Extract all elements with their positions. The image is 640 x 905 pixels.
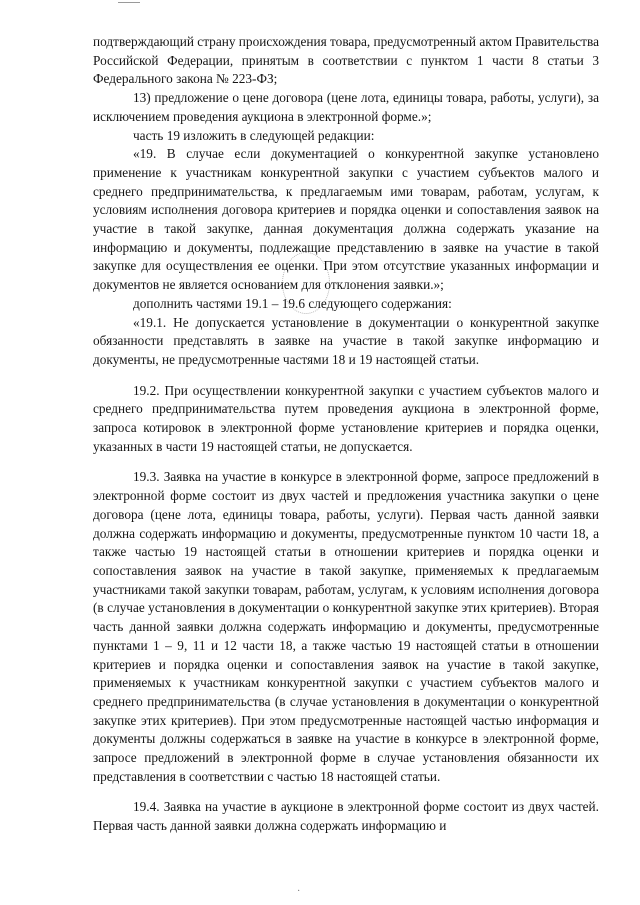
- paragraph-19-3: 19.3. Заявка на участие в конкурсе в электронной форме, запросе предложений в электронной форме состоит из двух частей и предложения участника закупки о цене договора (цене лота, единицы товара, работы, услуги). Первая часть данной заявки должна содержать информацию и документы, предусмотренные пунктом 10 части 18, а также частью 19 настоящей статьи в отношении критериев и порядка оценки и сопоставления заявок на участие в такой закупке, применяемых к предлагаемым участниками такой закупки товарам, работам, услугам, к условиям исполнения договора (в случае установления в документации о конкурентной закупке этих критериев). Вторая часть данной заявки должна содержать информацию и документы, предусмотренные пунктами 1 – 9, 11 и 12 части 18, а также частью 19 настоящей статьи в отношении критериев и порядка оценки и сопоставления заявок на участие в такой закупке, применяемых к участникам конкурентной закупки с участием субъектов малого и среднего предпринимательства (в случае установления в документации о конкурентной закупке этих критериев). При этом предусмотренные настоящей частью информация и документы должны содержаться в заявке на участие в конкурсе в электронной форме, запросе предложений в электронной форме в случае установления обязанности их представления в соответствии с частью 18 настоящей статьи.: [93, 469, 599, 784]
- paragraph-19-4: 19.4. Заявка на участие в аукционе в электронной форме состоит из двух частей. Первая часть данной заявки должна содержать информацию и: [93, 799, 599, 834]
- scan-mark: [118, 2, 140, 3]
- document-body: [93, 33, 599, 836]
- paragraph-add-parts-instruction: дополнить частями 19.1 – 19.6 следующего содержания:: [133, 295, 452, 311]
- scan-speck: ·: [297, 886, 301, 897]
- paragraph-part-19-instruction: часть 19 изложить в следующей редакции:: [133, 127, 375, 143]
- paragraph-country-of-origin: подтверждающий страну происхождения товара, предусмотренный актом Правительства Российской Федерации, принятым в соответствии с пунктом 1 части 8 статьи 3 Федерального закона № 223-ФЗ;: [93, 34, 599, 87]
- paragraph-part-19: «19. В случае если документацией о конкурентной закупке установлено применение к участникам конкурентной закупки с участием субъектов малого и среднего предпринимательства, к предлагаемым ими товарам, работам, услугам, к условиям исполнения договора критериев и порядка оценки и сопоставления заявок на участие в такой закупке, данная документация должна содержать указание на информацию и документы, подлежащие представлению в заявке на участие в такой закупке для осуществления ее оценки. При этом отсутствие указанных информации и документов не является основанием для отклонения заявки.»;: [93, 146, 599, 293]
- paragraph-item-13: 13) предложение о цене договора (цене лота, единицы товара, работы, услуги), за исключением проведения аукциона в электронной форме.»;: [93, 90, 599, 124]
- paragraph-19-1: «19.1. Не допускается установление в документации о конкурентной закупке обязанности представлять в заявке на участие в такой закупке информацию и документы, не предусмотренные частями 18 и 19 настоящей статьи.: [93, 314, 599, 367]
- paragraph-19-2: 19.2. При осуществлении конкурентной закупки с участием субъектов малого и среднего предпринимательства путем проведения аукциона в электронной форме, запроса котировок в электронной форме установление критериев и порядка оценки, указанных в части 19 настоящей статьи, не допускается.: [93, 382, 599, 454]
